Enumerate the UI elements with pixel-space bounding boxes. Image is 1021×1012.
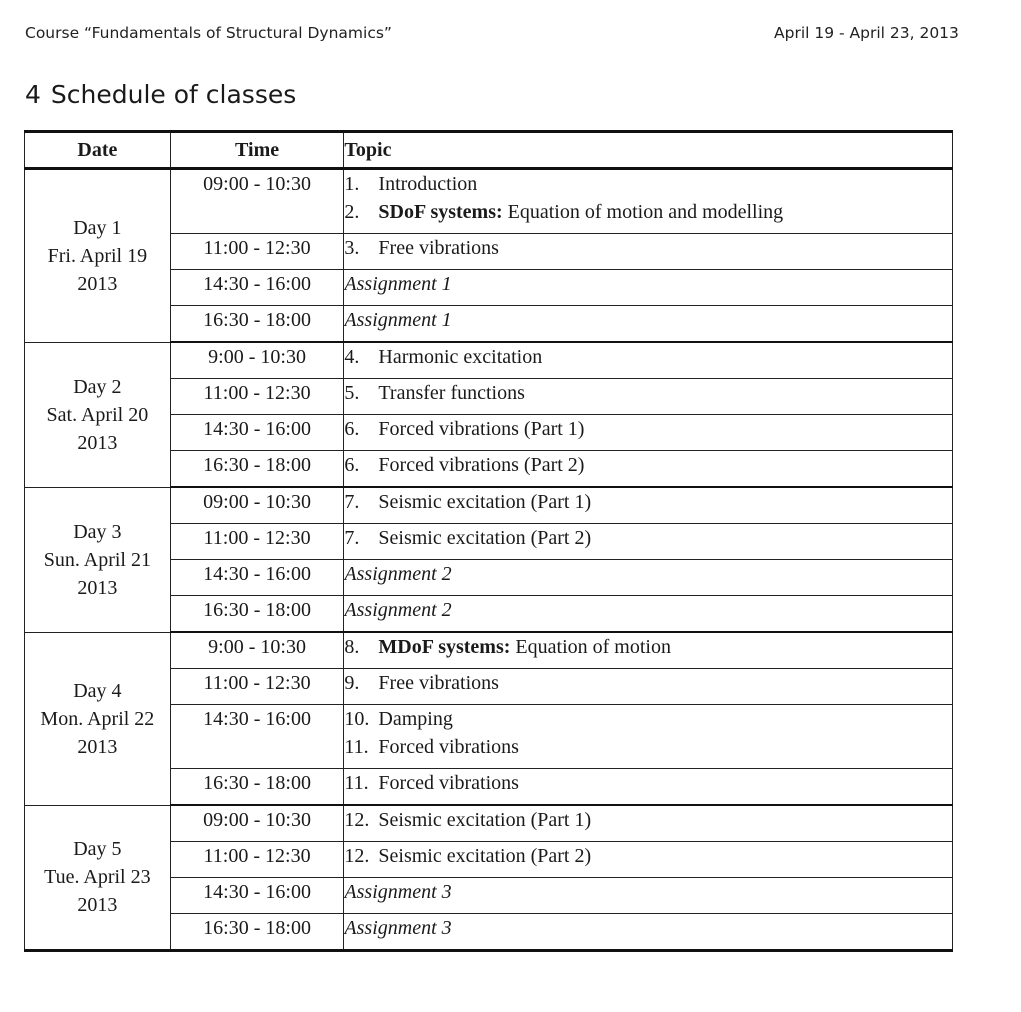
topic-category: SDoF systems: [378,201,503,223]
topic-item [344,451,952,479]
topic-number: 12. [344,845,370,867]
column-header-date: Date [25,132,171,169]
day-label: Day 5 [73,838,122,861]
schedule-body [25,169,953,951]
topic-item [344,669,952,697]
topic-cell [344,669,953,705]
time-cell: 16:30 - 18:00 [170,451,344,488]
topic-item [344,488,952,516]
time-cell: 14:30 - 16:00 [170,560,344,596]
time-cell: 11:00 - 12:30 [170,524,344,560]
topic-number: 7. [344,491,360,513]
time-cell: 09:00 - 10:30 [170,487,344,524]
day-label: Day 2 [73,375,122,398]
topic-item [344,234,952,262]
topic-number: 1. [344,173,360,195]
topic-text: Equation of motion and modelling [502,201,784,223]
topic-cell [344,596,953,633]
date-cell [25,169,171,343]
time-cell: 11:00 - 12:30 [170,234,344,270]
topic-text: Free vibrations [378,237,499,259]
time-cell: 16:30 - 18:00 [170,914,344,951]
topic-cell [344,451,953,488]
topic-text: Free vibrations [378,672,499,694]
topic-number: 4. [344,346,360,368]
topic-number: 6. [344,454,360,476]
topic-item [344,343,952,371]
topic-item [344,198,952,226]
column-header-time: Time [170,132,344,169]
topic-number: 9. [344,672,360,694]
topic-number: 11. [344,772,369,794]
section-heading [25,80,296,109]
topic-text: Forced vibrations (Part 2) [378,454,585,476]
day-label: Day 3 [73,520,122,543]
header-row [25,132,953,169]
topic-cell [344,914,953,951]
topic-cell [344,306,953,343]
topic-cell [344,805,953,842]
topic-item [344,379,952,407]
date-cell [25,342,171,487]
topic-number: 8. [344,636,360,658]
time-cell: 16:30 - 18:00 [170,306,344,343]
time-cell: 14:30 - 16:00 [170,705,344,769]
time-cell: 14:30 - 16:00 [170,878,344,914]
topic-item [344,806,952,834]
topic-number: 7. [344,527,360,549]
topic-text: Forced vibrations (Part 1) [378,418,585,440]
year-label: 2013 [77,894,118,917]
time-cell: 9:00 - 10:30 [170,342,344,379]
assignment-label: Assignment 3 [344,881,452,903]
topic-cell [344,342,953,379]
topic-number: 2. [344,201,360,223]
topic-number: 3. [344,237,360,259]
time-cell: 09:00 - 10:30 [170,805,344,842]
table-row [25,169,953,234]
date-cell [25,805,171,951]
topic-text: Damping [378,708,453,730]
topic-cell [344,560,953,596]
column-header-topic: Topic [344,132,953,169]
topic-number: 12. [344,809,370,831]
table-row [25,805,953,842]
assignment-label: Assignment 1 [344,273,452,295]
topic-text: Harmonic excitation [378,346,543,368]
table-row [25,632,953,669]
topic-text: Introduction [378,173,478,195]
topic-item [344,733,952,761]
time-cell: 09:00 - 10:30 [170,169,344,234]
topic-item [344,842,952,870]
time-cell: 11:00 - 12:30 [170,669,344,705]
topic-cell [344,234,953,270]
day-label: Day 1 [73,216,122,239]
topic-cell [344,379,953,415]
topic-item [344,170,952,198]
year-label: 2013 [77,735,118,758]
weekday-date: Sat. April 20 [46,403,149,426]
topic-item [344,705,952,733]
topic-item [344,524,952,552]
weekday-date: Tue. April 23 [44,866,151,889]
time-cell: 11:00 - 12:30 [170,842,344,878]
topic-cell [344,842,953,878]
topic-number: 5. [344,382,360,404]
topic-text: Seismic excitation (Part 2) [378,527,592,549]
topic-cell [344,169,953,234]
assignment-label: Assignment 2 [344,563,452,585]
topic-category: MDoF systems: [378,636,511,658]
year-label: 2013 [77,431,118,454]
course-title: Course “Fundamentals of Structural Dynamics” [25,24,392,42]
topic-number: 11. [344,736,369,758]
topic-cell [344,524,953,560]
assignment-label: Assignment 2 [344,599,452,621]
schedule-table [24,130,953,952]
section-number: 4 [25,80,41,109]
topic-cell [344,270,953,306]
topic-item [344,769,952,797]
weekday-date: Fri. April 19 [47,244,148,267]
topic-number: 10. [344,708,370,730]
time-cell: 9:00 - 10:30 [170,632,344,669]
time-cell: 14:30 - 16:00 [170,270,344,306]
topic-cell [344,769,953,806]
topic-item [344,415,952,443]
assignment-label: Assignment 3 [344,917,452,939]
table-row [25,487,953,524]
time-cell: 16:30 - 18:00 [170,596,344,633]
topic-text: Transfer functions [378,382,525,404]
day-label: Day 4 [73,679,122,702]
topic-text: Seismic excitation (Part 1) [378,809,592,831]
date-cell [25,632,171,805]
topic-text: Forced vibrations [378,772,519,794]
topic-cell [344,705,953,769]
weekday-date: Sun. April 21 [43,548,151,571]
table-row [25,342,953,379]
time-cell: 14:30 - 16:00 [170,415,344,451]
topic-cell [344,487,953,524]
topic-text: Equation of motion [510,636,671,658]
date-cell [25,487,171,632]
topic-number: 6. [344,418,360,440]
topic-item [344,633,952,661]
course-dates: April 19 - April 23, 2013 [774,24,959,42]
topic-cell [344,415,953,451]
assignment-label: Assignment 1 [344,309,452,331]
topic-cell [344,878,953,914]
time-cell: 11:00 - 12:30 [170,379,344,415]
topic-text: Seismic excitation (Part 1) [378,491,592,513]
section-title-text: Schedule of classes [50,80,297,109]
year-label: 2013 [77,576,118,599]
topic-text: Forced vibrations [378,736,519,758]
time-cell: 16:30 - 18:00 [170,769,344,806]
year-label: 2013 [77,272,118,295]
topic-cell [344,632,953,669]
weekday-date: Mon. April 22 [40,707,155,730]
topic-text: Seismic excitation (Part 2) [378,845,592,867]
